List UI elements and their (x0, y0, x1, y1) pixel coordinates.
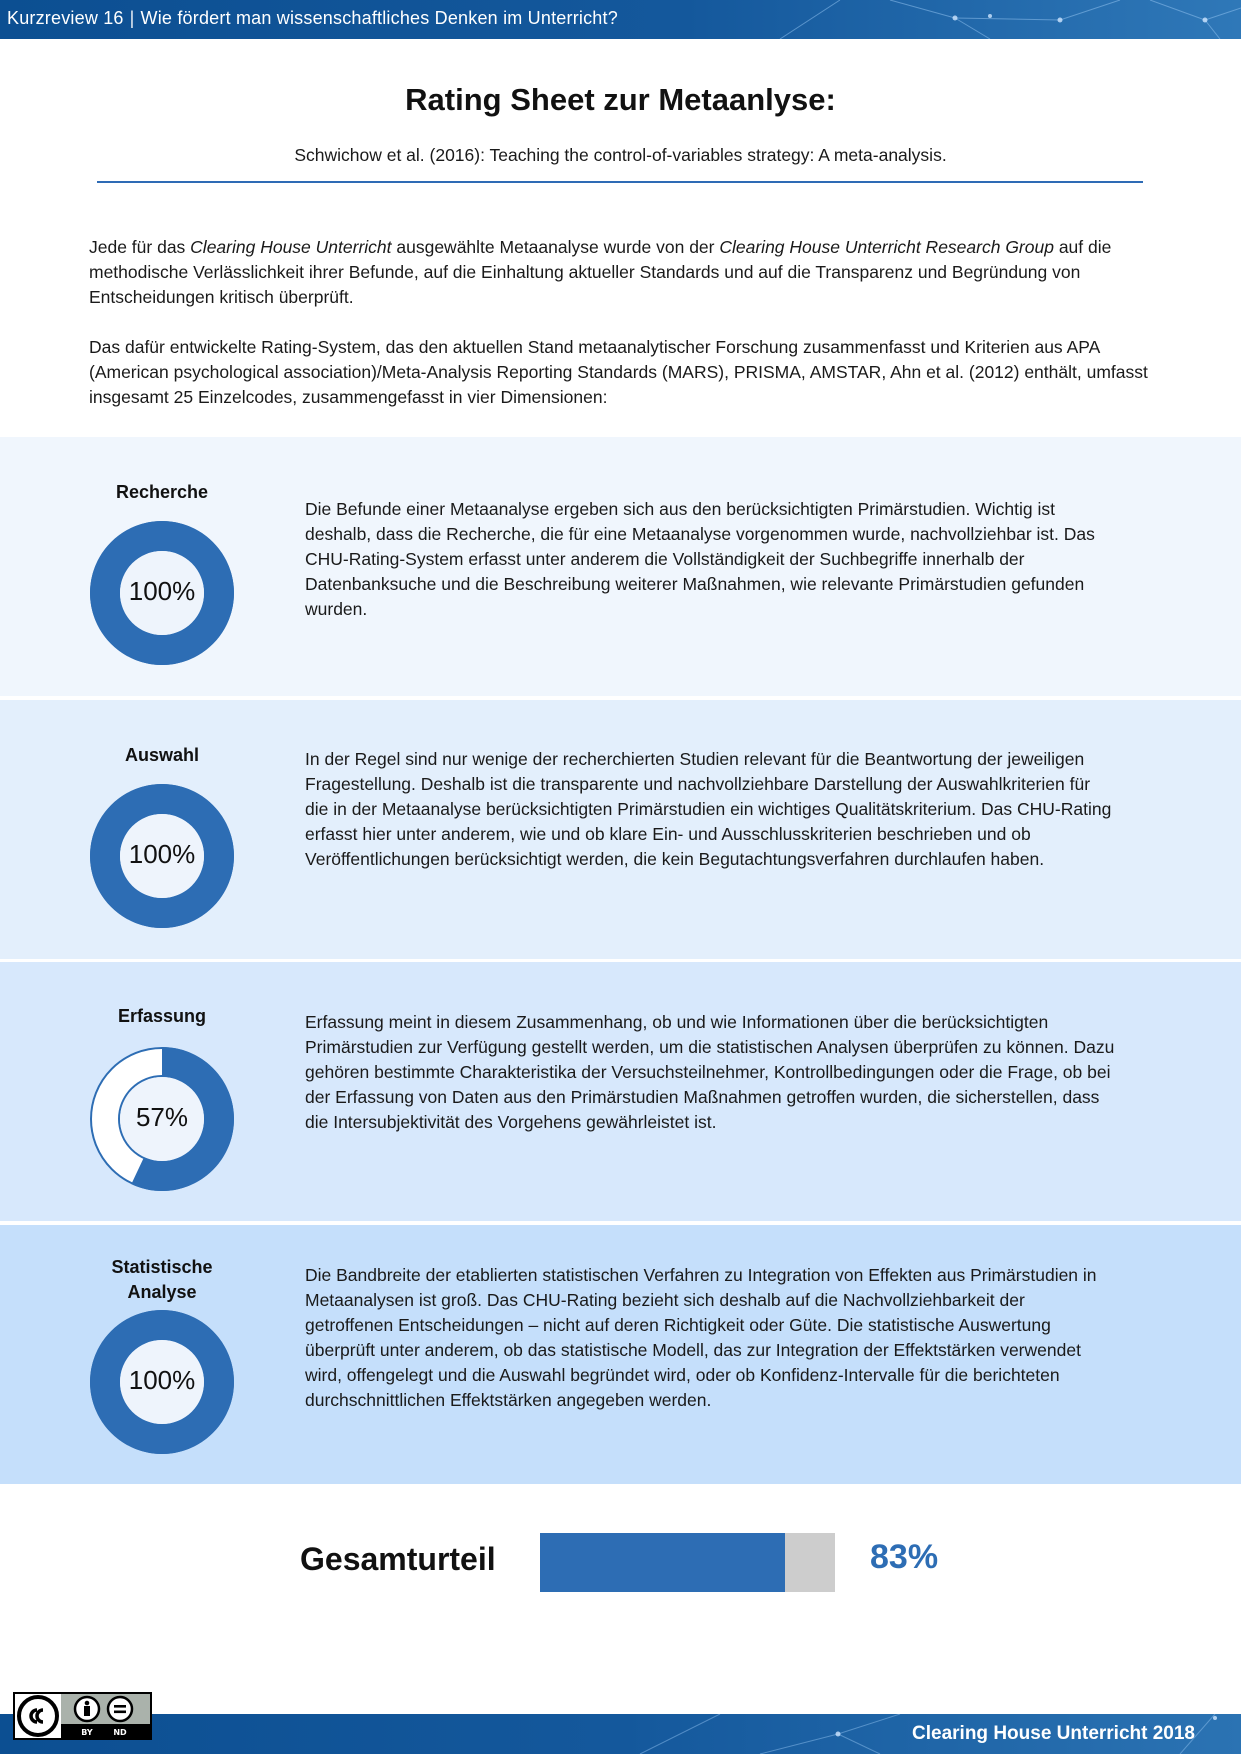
header-bar (0, 0, 1241, 39)
dimension-label: Erfassung (117, 1006, 207, 1026)
donut-value: 57% (135, 1102, 189, 1132)
intro-text: ausgewählte Metaanalyse wurde von der (391, 237, 720, 257)
footer-text: Clearing House Unterricht 2018 (912, 1723, 1195, 1744)
header-separator: | (129, 8, 135, 28)
dimension-description: In der Regel sind nur wenige der recherchierten Studien relevant für die Beantwortung der jeweiligen Fragestellung. Deshalb ist die transparente und nachvollziehbare Darstellung der Auswahlkriterien für die in der Metaanalyse berücksichtigten Primärstudien ein wichtiges Qualitätskriterium. Das CHU-Rating erfasst hier unter anderem, wie und ob klare Ein- und Ausschlusskriterien beschrieben und ob Veröffentlichungen berücksichtigt werden, die kein Begutachtungsverfahren durchlaufen haben. (305, 749, 1112, 869)
intro-text: Jede für das (89, 237, 191, 257)
donut-value: 100% (128, 576, 196, 606)
review-series: Kurzreview 16 (7, 8, 124, 28)
overall-progress-fill (540, 1533, 785, 1592)
dimension-label: Auswahl (124, 745, 199, 765)
intro-text: Das dafür entwickelte Rating-System, das den aktuellen Stand metaanalytischer Forschung zusammenfasst und Kriterien aus APA (American psychological association)/Meta-Analysis Reporting Standards (MARS), PRISMA, AMSTAR, Ahn et al. (2012) enthält, umfasst insgesamt 25 Einzelcodes, zusammengefasst in vier Dimensionen: (89, 337, 1148, 407)
intro-paragraph-1 (89, 235, 1153, 310)
svg-text:BY: BY (81, 1728, 93, 1737)
donut-value: 100% (128, 1365, 196, 1395)
overall-value: 83% (870, 1538, 939, 1576)
donut-value: 100% (128, 839, 196, 869)
intro-emphasis: Clearing House Unterricht (190, 237, 392, 257)
page-subtitle: Schwichow et al. (2016): Teaching the control-of-variables strategy: A meta-analysis. (294, 145, 947, 165)
footer-bar (0, 1714, 1241, 1754)
dimension-description: Die Befunde einer Metaanalyse ergeben sich aus den berücksichtigten Primärstudien. Wichtig ist deshalb, dass die Recherche, die für eine Metaanalyse vorgenommen wurde, nachvollziehbar ist. Das CHU-Rating-System erfasst unter anderem die Vollständigkeit der Suchbegriffe innerhalb der Datenbanksuche und die Beschreibung weiterer Maßnahmen, wie relevante Primärstudien gefunden wurden. (305, 499, 1095, 619)
intro-emphasis: Clearing House Unterricht Research Group (719, 237, 1054, 257)
intro-paragraph-2 (89, 335, 1153, 410)
dimension-description: Erfassung meint in diesem Zusammenhang, ob und wie Informationen über die berücksichtigten Primärstudien zur Verfügung gestellt werden, um die statistischen Analysen überprüfen zu können. Dazu gehören bestimmte Charakteristika der Versuchsteilnehmer, Kontrollbedingungen oder die Frage, ob bei der Erfassung von Daten aus den Primärstudien Maßnahmen getroffen wurden, die sicherstellen, dass die Intersubjektivität des Vorgehens gewährleistet ist. (305, 1012, 1115, 1132)
overall-progress-bar (540, 1533, 835, 1592)
review-title: Wie fördert man wissenschaftliches Denken im Unterricht? (140, 8, 618, 28)
dimension-description: Die Bandbreite der etablierten statistischen Verfahren zu Integration von Effekten aus Primärstudien in Metaanalysen ist groß. Das CHU-Rating bezieht sich deshalb auf die Nachvollziehbarkeit der getroffenen Entscheidungen – nicht auf deren Richtigkeit oder Güte. Die statistische Auswertung überprüft unter anderem, ob das statistische Modell, das zur Integration der Effektstärken verwendet wird, offengelegt und die Auswahl begründet wird, oder ob Konfidenz-Intervalle für die berichteten durchschnittlichen Effektstärken angegeben werden. (305, 1265, 1097, 1410)
page-title: Rating Sheet zur Metaanlyse: (405, 82, 836, 117)
header-title (7, 8, 618, 29)
svg-text:ND: ND (113, 1728, 127, 1737)
overall-label: Gesamturteil (300, 1541, 496, 1577)
dimension-label: Recherche (115, 482, 209, 502)
dimension-label: Statistische Analyse (111, 1257, 213, 1302)
cc-by-nd-badge (13, 1692, 152, 1740)
title-divider (97, 181, 1143, 183)
license-icon (15, 1694, 150, 1738)
intro-text: auf die methodische Verlässlichkeit ihrer Befunde, auf die Einhaltung aktueller Standards und auf die Transparenz und Begründung von Entscheidungen kritisch überprüft. (89, 237, 1112, 307)
